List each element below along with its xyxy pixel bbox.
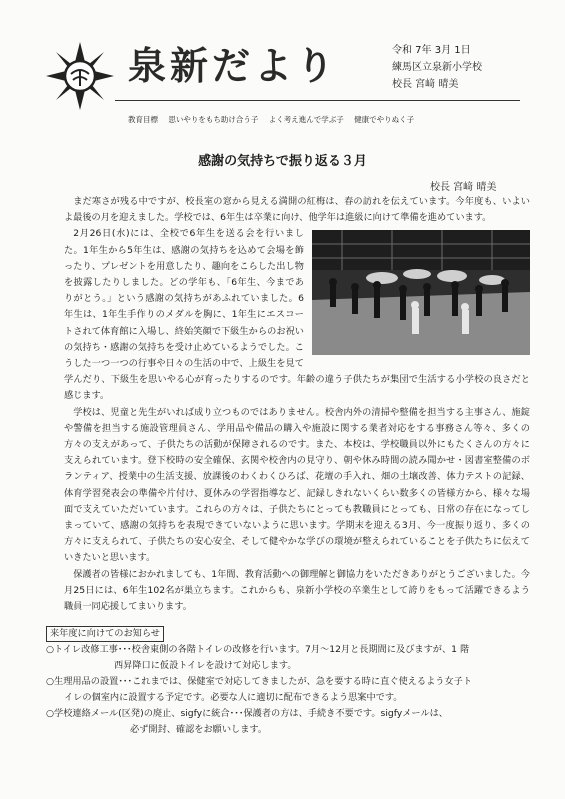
event-photo (312, 230, 530, 355)
article-byline: 校長 宮﨑 晴美 (430, 182, 497, 193)
notice-item-continuation: 必ず開封、確認をお願いします。 (130, 724, 268, 735)
article-paragraph: 保護者の皆様におかれましても、1年間、教育活動への御理解と御協力をいただきありがとうございました。今月25日には、6年生102名が巣立ちます。これからも、泉新小学校の卒業生として誇りをもって活躍できるよう職員一同応援してまいります。 (64, 568, 530, 613)
gymnasium-photo-illustration (312, 230, 530, 355)
school-name: 練馬区立泉新小学校 (392, 62, 482, 73)
notice-item: ○学校連絡メール(区発)の廃止、sigfyに統合･･･保護者の方は、手続き不要です。sigfyメールは、 (46, 708, 448, 719)
notice-item: ○トイレ改修工事･･･校舎東側の各階トイレの改修を行います。7月～12月と長期間に及びますが、1 階 (46, 644, 470, 655)
newsletter-title: 泉新だより (128, 44, 339, 88)
goal-item: 思いやりをもち助け合う子 (168, 115, 259, 124)
article-paragraph: まだ寒さが残る中ですが、校長室の窓から見える満開の紅梅は、春の訪れを伝えています。今年度も、いよいよ最後の月を迎えました。学校では、6年生は卒業に向け、他学年は進級に向けて準備を進めています。 (64, 196, 530, 224)
issue-date: 令和 7年 3月 1日 (392, 45, 471, 56)
principal-name: 校長 宮﨑 晴美 (392, 79, 459, 90)
notice-title: 来年度に向けてのお知らせ (46, 626, 164, 642)
notice-item: ○生理用品の設置･･･これまでは、保健室で対応してきましたが、急を要する時に直ぐ使えるよう女子ト (46, 676, 473, 687)
goal-item: 健康でやりぬく子 (354, 115, 415, 124)
goal-item: よく考え進んで学ぶ子 (268, 115, 344, 124)
header-info (392, 42, 482, 93)
goals-label: 教育目標 (128, 115, 158, 124)
article-paragraph: 2月26日(水)には、全校で6年生を送る会を行いました。1年生から5年生は、感謝の気持ちを込めて会場を飾ったり、プレゼントを用意したり、趣向をこらした出し物を披露したりしました。どの学年も、「6年生、今までありがとう。」という感謝の気持ちがあふれていました。6年生は、1年生手作りのメダルを胸に、1年生にエスコートされて体育館に入場し、終始笑顔で下級生からのお祝いの気持ち・感謝の気持ちを受け止めているようでした。こうした一つ一つの行事や日々の生活の中で、上級生を見て学んだり、下級生を思いやる心が育ったりするのです。年齢の違う子供たちが集団で生活する小学校の良さだと感じます。 (64, 228, 530, 402)
notice-item-continuation: 西昇降口に仮設トイレを設けて対応します。 (114, 660, 297, 671)
school-emblem-logo (44, 40, 116, 112)
article-body (64, 194, 530, 615)
article-headline: 感謝の気持ちで振り返る３月 (198, 154, 367, 169)
header-divider (115, 100, 520, 101)
article-paragraph: 学校は、児童と先生がいれば成り立つものではありません。校舎内外の清掃や整備を担当する主事さん、施錠や警備を担当する施設管理員さん、学用品や備品の購入や施設に関する業者対応をする事務さん等々、多くの方々の支えがあって、子供たちの活動が保障されるのです。また、本校は、学校職員以外にもたくさんの方々に支えられています。登下校時の安全確保、玄関や校舎内の見守り、朝や休み時間の読み聞かせ・図書室整備のボランティア、授業中の生活支援、放課後のわくわくひろば、花壇の手入れ、畑の土壌改善、体力テストの記録、体育学習発表会の準備や片付け、夏休みの学習指導など、記録しきれないくらい数多くの皆様方から、様々な場面で支えていただいています。これらの方々は、子供たちにとっても教職員にとっても、日常の存在になってしまっていて、感謝の気持ちを表現できていないように思います。学期末を迎える3月、今一度振り返り、多くの方々に支えられて、子供たちの安心安全、そして健やかな学びの環境が整えられていることを子供たちに伝えていきたいと思います。 (64, 406, 530, 564)
next-year-notice (46, 626, 526, 738)
notice-item-continuation: イレの個室内に設置する予定です。必要な人に適切に配布できるよう思案中です。 (64, 692, 403, 703)
education-goals (128, 114, 422, 125)
